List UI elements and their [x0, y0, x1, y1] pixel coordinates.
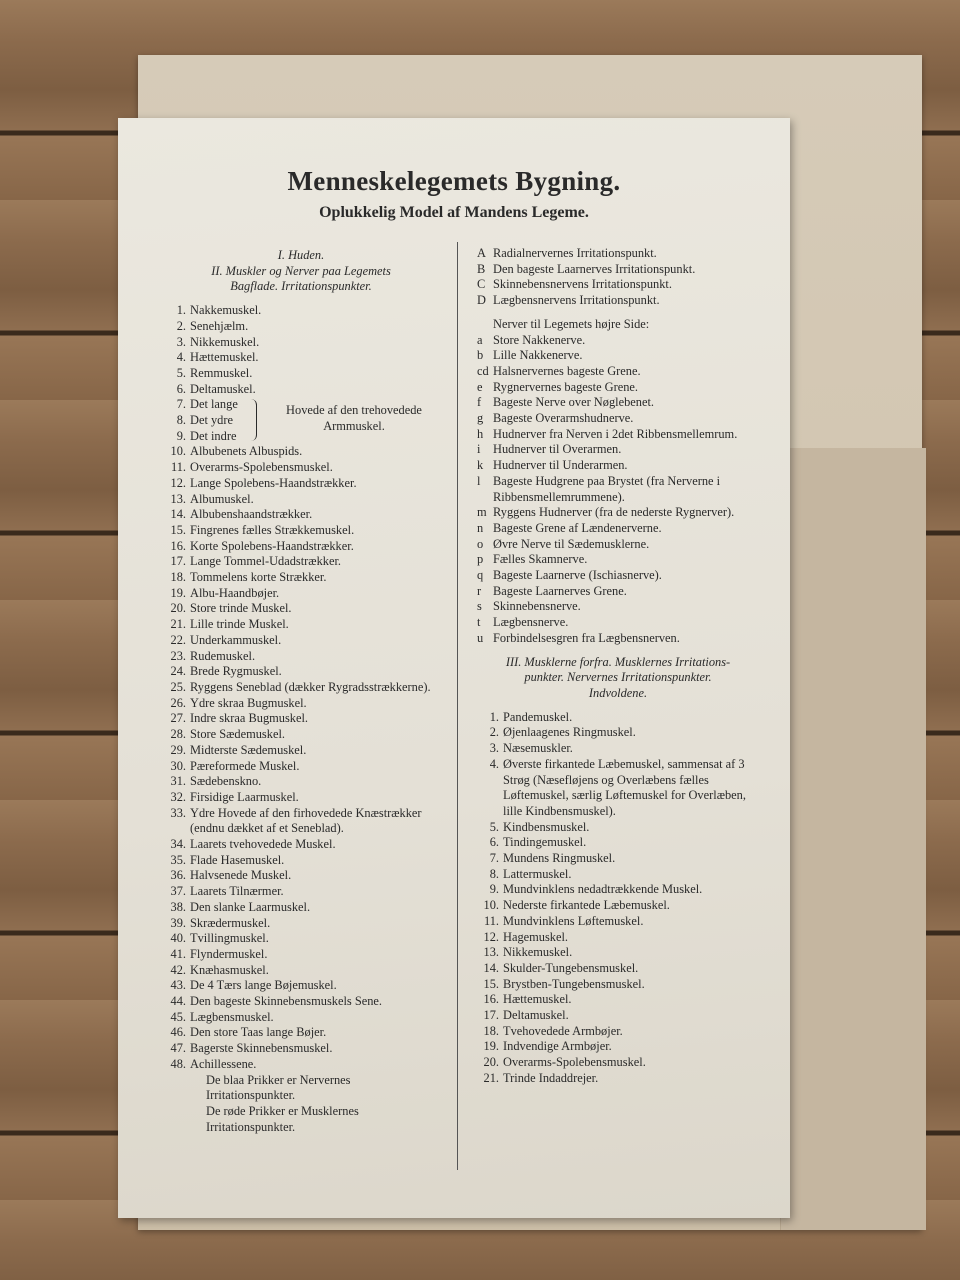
list-item [473, 741, 763, 757]
list-marker: 25. [170, 679, 186, 694]
list-marker: 38. [170, 899, 186, 914]
list-marker: 8. [176, 413, 186, 428]
list-item [473, 537, 763, 553]
list-item [473, 1071, 763, 1087]
list-item [160, 1025, 442, 1041]
list-marker: p [477, 552, 484, 567]
list-marker: B [477, 261, 486, 276]
list-item [473, 835, 763, 851]
list-text: Bageste Grene af Lændenerverne. [493, 520, 662, 535]
list-text: Laarets tvehovedede Muskel. [190, 837, 336, 852]
list-item [473, 599, 763, 615]
list-item [160, 743, 442, 759]
list-marker: 31. [170, 774, 186, 789]
list-text: Hagemuskel. [503, 929, 569, 944]
list-item [160, 1057, 442, 1073]
list-item [473, 293, 763, 309]
note-blue-dots: De blaa Prikker er Nervernes Irritationspunkter. [206, 1072, 351, 1103]
list-item [160, 523, 442, 539]
list-item [473, 930, 763, 946]
left-column [160, 248, 442, 1135]
list-marker: n [477, 520, 484, 535]
list-text: Fælles Skamnerve. [493, 552, 588, 567]
list-item [160, 1041, 442, 1057]
list-marker: 29. [170, 742, 186, 757]
list-text: Albubenets Albuspids. [190, 444, 303, 459]
list-item [473, 380, 763, 396]
list-marker: 48. [170, 1056, 186, 1071]
front-muscles-list [473, 710, 763, 1087]
list-marker: f [477, 395, 482, 410]
list-item [473, 977, 763, 993]
list-item [160, 319, 442, 335]
list-text: Bagerste Skinnebensmuskel. [190, 1041, 333, 1056]
list-marker: e [477, 379, 483, 394]
list-item [160, 680, 442, 696]
list-item [160, 884, 442, 900]
list-text: Nederste firkantede Læbemuskel. [503, 898, 670, 913]
list-text: Bageste Overarmshudnerve. [493, 411, 634, 426]
list-marker: 12. [170, 475, 186, 490]
list-item [473, 505, 763, 521]
list-text: Knæhasmuskel. [190, 962, 269, 977]
list-text: Det lange [190, 397, 238, 412]
list-text: Næsemuskler. [503, 741, 573, 756]
list-text: Skrædermuskel. [190, 915, 271, 930]
list-item [160, 664, 442, 680]
list-item [473, 1055, 763, 1071]
list-text: Hudnerver til Overarmen. [493, 442, 622, 457]
list-marker: 6. [489, 835, 499, 850]
list-marker: k [477, 458, 484, 473]
list-marker: 10. [170, 444, 186, 459]
list-item [160, 774, 442, 790]
list-marker: 16. [170, 538, 186, 553]
list-text: Rygnervernes bageste Grene. [493, 379, 639, 394]
list-text: Laarets Tilnærmer. [190, 884, 284, 899]
list-text: Ryggens Seneblad (dækker Rygradsstrækkerne). [190, 679, 431, 694]
list-item [473, 631, 763, 647]
section-heading-back-muscles: II. Muskler og Nerver paa Legemets Bagflade. Irritationspunkter. [211, 263, 391, 294]
list-marker: s [477, 599, 482, 614]
list-text: Hudnerver til Underarmen. [493, 458, 628, 473]
brace-mark [250, 399, 257, 441]
list-marker: 7. [489, 851, 499, 866]
list-marker: 6. [176, 381, 186, 396]
list-item [160, 947, 442, 963]
list-marker: 20. [483, 1055, 499, 1070]
list-text: Albumuskel. [190, 491, 254, 506]
list-item [160, 539, 442, 555]
document-title: Menneskelegemets Bygning. [287, 166, 621, 196]
list-item [473, 820, 763, 836]
list-text: Øjenlaagenes Ringmuskel. [503, 725, 636, 740]
list-text: Lægbensnerve. [493, 615, 569, 630]
list-marker: 23. [170, 648, 186, 663]
list-item [160, 1010, 442, 1026]
list-marker: 8. [489, 866, 499, 881]
list-marker: 39. [170, 915, 186, 930]
list-item [473, 851, 763, 867]
list-item [160, 586, 442, 602]
list-text: Mundvinklens nedadtrækkende Muskel. [503, 882, 703, 897]
list-text: Bageste Nerve over Nøglebenet. [493, 395, 655, 410]
list-text: Øvre Nerve til Sædemusklerne. [493, 536, 650, 551]
list-text: Det ydre [190, 413, 234, 428]
document-page [118, 118, 790, 1218]
list-marker: 47. [170, 1041, 186, 1056]
list-item [473, 914, 763, 930]
list-item [473, 898, 763, 914]
list-item [473, 867, 763, 883]
list-item [160, 963, 442, 979]
list-text: Ydre skraa Bugmuskel. [190, 695, 307, 710]
list-marker: C [477, 277, 486, 292]
list-item [160, 507, 442, 523]
list-text: Flade Hasemuskel. [190, 852, 285, 867]
list-marker: 28. [170, 727, 186, 742]
list-text: Det indre [190, 428, 237, 443]
list-marker: 7. [176, 397, 186, 412]
list-item [473, 1024, 763, 1040]
list-text: Lægbensnervens Irritationspunkt. [493, 293, 660, 308]
list-text: Albu-Haandbøjer. [190, 585, 280, 600]
list-item [160, 790, 442, 806]
column-divider [457, 242, 458, 1170]
list-text: Tvehovedede Armbøjer. [503, 1023, 623, 1038]
list-marker: 16. [483, 992, 499, 1007]
list-marker: b [477, 348, 484, 363]
list-text: Store Sædemuskel. [190, 727, 285, 742]
list-marker: 22. [170, 632, 186, 647]
note-red-dots: De røde Prikker er Musklernes Irritationspunkter. [206, 1103, 359, 1134]
list-text: Rudemuskel. [190, 648, 256, 663]
list-marker: 4. [489, 756, 499, 771]
list-item [160, 931, 442, 947]
list-text: Den bageste Laarnerves Irritationspunkt. [493, 261, 696, 276]
list-item [160, 633, 442, 649]
nerves-heading: Nerver til Legemets højre Side: [493, 316, 650, 331]
list-item [473, 458, 763, 474]
list-text: Pæreformede Muskel. [190, 758, 300, 773]
list-text: Achillessene. [190, 1056, 257, 1071]
list-text: Deltamuskel. [503, 1008, 569, 1023]
list-text: Sædebensknο. [190, 774, 262, 789]
list-item [160, 350, 442, 366]
list-text: Deltamuskel. [190, 381, 256, 396]
list-marker: 32. [170, 789, 186, 804]
list-item [160, 696, 442, 712]
list-text: Overarms-Spolebensmuskel. [190, 460, 333, 475]
list-text: Store trinde Muskel. [190, 601, 292, 616]
list-item [473, 442, 763, 458]
list-text: Den slanke Laarmuskel. [190, 899, 311, 914]
list-marker: 1. [176, 303, 186, 318]
list-text: Tvillingmuskel. [190, 931, 269, 946]
list-text: Kindbensmuskel. [503, 819, 590, 834]
list-item [160, 900, 442, 916]
list-marker: 15. [170, 522, 186, 537]
list-marker: l [477, 473, 481, 488]
list-item [473, 568, 763, 584]
list-text: Indre skraa Bugmuskel. [190, 711, 309, 726]
brace-group [160, 397, 442, 444]
list-item [473, 615, 763, 631]
list-item [160, 303, 442, 319]
list-text: Nikkemuskel. [190, 334, 260, 349]
list-text: Pandemuskel. [503, 709, 573, 724]
list-marker: D [477, 293, 486, 308]
list-item [473, 474, 763, 505]
list-marker: 13. [483, 945, 499, 960]
list-text: Nakkemuskel. [190, 303, 262, 318]
list-marker: 20. [170, 601, 186, 616]
list-marker: 15. [483, 976, 499, 991]
list-text: Radialnervernes Irritationspunkt. [493, 246, 657, 260]
left-list-a [160, 303, 442, 397]
list-marker: 35. [170, 852, 186, 867]
list-marker: m [477, 505, 487, 520]
list-item [160, 759, 442, 775]
list-item [160, 617, 442, 633]
list-text: De 4 Tærs lange Bøjemuskel. [190, 978, 337, 993]
list-text: Bageste Hudgrene paa Brystet (fra Nerverne i Ribbensmellemrummene). [493, 473, 721, 504]
list-marker: A [477, 246, 486, 260]
list-marker: 2. [489, 725, 499, 740]
list-item [160, 366, 442, 382]
list-text: Trinde Indaddrejer. [503, 1070, 599, 1085]
list-text: Fingrenes fælles Strækkemuskel. [190, 522, 355, 537]
list-marker: h [477, 426, 484, 441]
list-text: Ydre Hovede af den firhovedede Knæstrækker (endnu dækket af et Seneblad). [190, 805, 422, 836]
list-marker: 43. [170, 978, 186, 993]
list-item [160, 978, 442, 994]
list-text: Flyndermuskel. [190, 946, 268, 961]
list-marker: 2. [176, 318, 186, 333]
list-text: Den bageste Skinnebensmuskels Sene. [190, 994, 383, 1009]
list-text: Senehjælm. [190, 318, 249, 333]
list-marker: 5. [176, 365, 186, 380]
list-text: Brystben-Tungebensmuskel. [503, 976, 645, 991]
list-marker: 4. [176, 350, 186, 365]
list-marker: 11. [170, 460, 186, 475]
list-marker: 30. [170, 758, 186, 773]
list-item [473, 364, 763, 380]
list-marker: 9. [176, 428, 186, 443]
list-item [160, 853, 442, 869]
list-marker: 41. [170, 946, 186, 961]
list-marker: q [477, 568, 484, 583]
list-text: Lange Spolebens-Haandstrækker. [190, 475, 357, 490]
list-item [160, 806, 442, 837]
list-marker: 40. [170, 931, 186, 946]
list-text: Store Nakkenerve. [493, 332, 586, 347]
backing-sheet-fold [780, 448, 926, 1230]
list-text: Hættemuskel. [190, 350, 259, 365]
list-text: Lattermuskel. [503, 866, 572, 881]
brace-label: Hovede af den trehovedede Armmuskel. [286, 403, 422, 434]
list-item [473, 246, 763, 262]
list-text: Hudnerver fra Nerven i 2det Ribbensmellemrum. [493, 426, 738, 441]
list-text: Midterste Sædemuskel. [190, 742, 307, 757]
list-marker: o [477, 536, 484, 551]
list-item [160, 868, 442, 884]
list-item [160, 460, 442, 476]
list-item [473, 552, 763, 568]
list-text: Bageste Laarnerve (Ischiasnerve). [493, 568, 662, 583]
list-item [160, 335, 442, 351]
list-text: Lange Tommel-Udadstrækker. [190, 554, 341, 569]
list-item [473, 961, 763, 977]
section-heading-front-muscles: III. Musklerne forfra. Musklernes Irritations- punkter. Nervernes Irritationspunkter. Indvoldene. [505, 654, 731, 700]
irritation-points-list [473, 246, 763, 309]
list-item [473, 757, 763, 820]
list-marker: a [477, 332, 483, 347]
list-item [473, 882, 763, 898]
list-marker: t [477, 615, 481, 630]
list-marker: 10. [483, 898, 499, 913]
list-item [473, 710, 763, 726]
list-marker: 12. [483, 929, 499, 944]
list-item [473, 348, 763, 364]
list-marker: 33. [170, 805, 186, 820]
list-item [160, 554, 442, 570]
list-text: Skinnebensnervens Irritationspunkt. [493, 277, 672, 292]
list-text: Forbindelsesgren fra Lægbensnerven. [493, 630, 680, 645]
list-item [160, 570, 442, 586]
list-text: Underkammuskel. [190, 632, 282, 647]
list-marker: u [477, 630, 484, 645]
list-text: Tindingemuskel. [503, 835, 587, 850]
list-item [473, 333, 763, 349]
list-item [160, 711, 442, 727]
list-marker: 11. [483, 913, 499, 928]
list-marker: 37. [170, 884, 186, 899]
list-text: Mundens Ringmuskel. [503, 851, 616, 866]
list-text: Firsidige Laarmuskel. [190, 789, 299, 804]
list-item [160, 916, 442, 932]
list-item [473, 725, 763, 741]
list-marker: 19. [483, 1039, 499, 1054]
list-item [160, 492, 442, 508]
list-marker: 45. [170, 1009, 186, 1024]
list-marker: 21. [170, 617, 186, 632]
list-text: Overarms-Spolebensmuskel. [503, 1055, 646, 1070]
list-item [473, 1039, 763, 1055]
list-marker: 9. [489, 882, 499, 897]
list-marker: 46. [170, 1025, 186, 1040]
list-marker: 5. [489, 819, 499, 834]
list-text: Korte Spolebens-Haandstrækker. [190, 538, 354, 553]
list-marker: 42. [170, 962, 186, 977]
list-item [473, 262, 763, 278]
list-marker: 18. [483, 1023, 499, 1038]
list-text: Skinnebensnerve. [493, 599, 581, 614]
list-text: Lille Nakkenerve. [493, 348, 583, 363]
list-text: Ryggens Hudnerver (fra de nederste Rygnerver). [493, 505, 735, 520]
list-text: Brede Rygmuskel. [190, 664, 282, 679]
list-item [473, 411, 763, 427]
list-item [160, 994, 442, 1010]
list-text: Halsnervernes bageste Grene. [493, 363, 641, 378]
list-item [473, 427, 763, 443]
list-marker: 3. [489, 741, 499, 756]
list-text: Hættemuskel. [503, 992, 572, 1007]
list-marker: 26. [170, 695, 186, 710]
list-text: Øverste firkantede Læbemuskel, sammensat af 3 Strøg (Næsefløjens og Overlæbens fælles Løftemuskel, særlig Løftemuskel for Overlæben, lille Kindbensmuskel). [503, 756, 746, 818]
list-marker: i [477, 442, 481, 457]
list-marker: 13. [170, 491, 186, 506]
list-text: Lægbensmuskel. [190, 1009, 274, 1024]
list-marker: 21. [483, 1070, 499, 1085]
right-column [473, 246, 763, 1087]
list-item [473, 945, 763, 961]
list-marker: 17. [170, 554, 186, 569]
list-marker: g [477, 411, 484, 426]
list-marker: cd [477, 363, 489, 378]
list-text: Remmuskel. [190, 365, 253, 380]
list-text: Nikkemuskel. [503, 945, 573, 960]
list-item [473, 395, 763, 411]
list-marker: 44. [170, 994, 186, 1009]
list-text: Lille trinde Muskel. [190, 617, 289, 632]
list-marker: 18. [170, 570, 186, 585]
list-text: Den store Taas lange Bøjer. [190, 1025, 327, 1040]
list-marker: 1. [489, 709, 499, 724]
list-item [473, 521, 763, 537]
list-text: Bageste Laarnerves Grene. [493, 583, 627, 598]
list-marker: 14. [170, 507, 186, 522]
list-marker: 34. [170, 837, 186, 852]
list-item [473, 584, 763, 600]
list-text: Indvendige Armbøjer. [503, 1039, 612, 1054]
list-marker: 14. [483, 960, 499, 975]
nerves-list [473, 333, 763, 647]
left-list-b [160, 444, 442, 1072]
list-item [160, 382, 442, 398]
list-marker: 27. [170, 711, 186, 726]
list-item [473, 992, 763, 1008]
list-marker: 17. [483, 1008, 499, 1023]
document-subtitle: Oplukkelig Model af Mandens Legeme. [319, 204, 589, 221]
list-item [160, 601, 442, 617]
list-item [160, 837, 442, 853]
list-item [473, 1008, 763, 1024]
section-heading-skin: I. Huden. [277, 248, 325, 262]
list-marker: 19. [170, 585, 186, 600]
list-marker: 3. [176, 334, 186, 349]
list-item [160, 476, 442, 492]
list-marker: 36. [170, 868, 186, 883]
list-text: Skulder-Tungebensmuskel. [503, 960, 639, 975]
list-text: Albubenshaandstrækker. [190, 507, 313, 522]
list-item [160, 444, 442, 460]
list-item [160, 727, 442, 743]
list-marker: 24. [170, 664, 186, 679]
list-text: Halvsenede Muskel. [190, 868, 292, 883]
list-item [160, 649, 442, 665]
list-text: Mundvinklens Løftemuskel. [503, 913, 644, 928]
list-text: Tommelens korte Strækker. [190, 570, 327, 585]
list-marker: r [477, 583, 482, 598]
list-item [473, 277, 763, 293]
